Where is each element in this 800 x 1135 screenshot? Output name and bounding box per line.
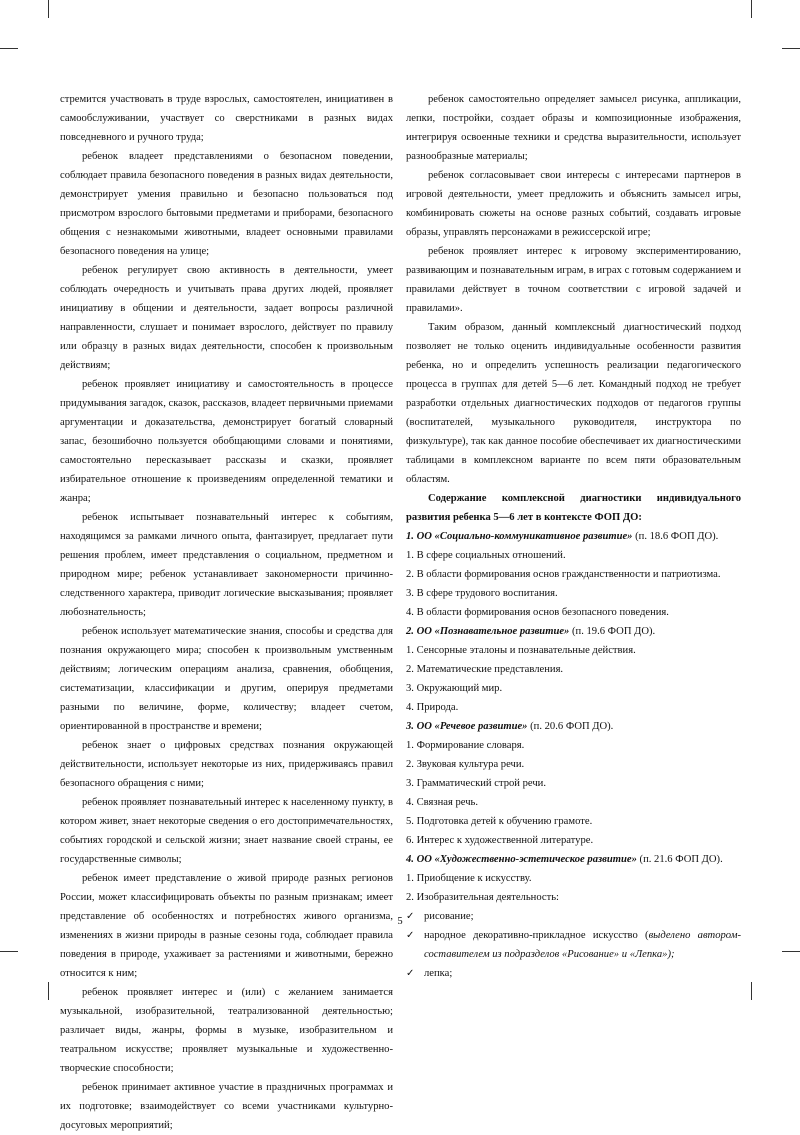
list-item: 4. Природа. [406,702,459,713]
paragraph: ребенок согласовывает свои интересы с интересами партнеров в игровой деятельности, умеет предложить и объяснить замысел игры, комбинировать сюжеты на основе разных событий, создавать игровые образы, управлять персонажами в режиссерской игре; [406,170,741,238]
list-item: 4. Связная речь. [406,797,479,808]
paragraph: ребенок принимает активное участие в праздничных программах и их подготовке; взаимодействует со всеми участниками культурно-досуговых мероприятий; [60,1082,393,1131]
list-item: 2. Звуковая культура речи. [406,759,525,770]
crop-mark [48,982,49,1000]
section-title [406,527,741,546]
list-item: 3. Окружающий мир. [406,683,503,694]
checkmark-icon: ✓ [406,968,415,979]
paragraph: ребенок проявляет инициативу и самостоятельность в процессе придумывания загадок, сказок, рассказов, владеет первичными приемами аргументации и доказательства, демонстрирует богатый словарный запас, безошибочно пользуется обобщающими словами и понятиями, самостоятельно пересказывает рассказы и сказки, проявляет избирательное отношение к произведениям определенной тематики и жанра; [60,379,393,504]
paragraph: ребенок знает о цифровых средствах познания окружающей действительности, использует некоторые из них, придерживаясь правил безопасного обращения с ними; [60,740,393,789]
crop-mark [751,982,752,1000]
section-title-text: 4. ОО «Художественно-эстетическое развитие» [406,854,637,865]
list-item: 1. Формирование словаря. [406,740,525,751]
checklist-text: народное декоративно-прикладное искусство (выделено автором-составителем из подразделов «Рисование» и «Лепка»); [424,930,741,960]
checkmark-icon: ✓ [406,930,415,941]
paragraph: ребенок проявляет интерес и (или) с желанием занимается музыкальной, изобразительной, театрализованной деятельностью; различает виды, жанры, формы в музыке, изобразительном и театральном искусстве; проявляет музыкальные и художественно-творческие способности; [60,987,393,1074]
paragraph: ребенок владеет представлениями о безопасном поведении, соблюдает правила безопасного поведения в разных видах деятельности, демонстрирует умения правильно и безопасно пользоваться под присмотром взрослого бытовыми предметами и приборами, безопасного общения с незнакомыми животными, владеет основными правилами безопасного поведения на улице; [60,151,393,257]
paragraph: стремится участвовать в труде взрослых, самостоятелен, инициативен в самообслуживании, участвует со сверстниками в разных видах повседневного и ручного труда; [60,94,393,143]
crop-mark [782,951,800,952]
list-item: 1. В сфере социальных отношений. [406,550,566,561]
page-number: 5 [397,916,403,927]
section-title-text: 1. ОО «Социально-коммуникативное развитие» [406,531,633,542]
checklist-item [406,964,741,983]
section-title [406,850,741,869]
list-item: 2. Изобразительная деятельность: [406,892,559,903]
section-ref: (п. 21.6 ФОП ДО). [636,854,723,865]
section-ref: (п. 20.6 ФОП ДО). [527,721,614,732]
section-title-text: 2. ОО «Познавательное развитие» [406,626,570,637]
section-title-text: 3. ОО «Речевое развитие» [406,721,528,732]
list-item: 1. Сенсорные эталоны и познавательные действия. [406,645,636,656]
checkmark-icon: ✓ [406,911,415,922]
crop-mark [0,48,18,49]
crop-mark [782,48,800,49]
right-column [406,90,741,983]
list-item: 5. Подготовка детей к обучению грамоте. [406,816,593,827]
paragraph: Таким образом, данный комплексный диагностический подход позволяет не только оценить индивидуальные особенности развития ребенка, но и определить успешность реализации педагогического процесса в группах для детей 5—6 лет. Командный подход не требует разработки отдельных диагностических подходов от педагогов группы (воспитателей, музыкального руководителя, инструктора по физкультуре), так как данное пособие обеспечивает их диагностическими таблицами в комплексном варианте по всем пяти образовательным областям. [406,322,741,485]
left-column [60,90,393,1135]
checklist-text: лепка; [424,968,453,979]
paragraph: ребенок имеет представление о живой природе разных регионов России, может классифицировать объекты по разным признакам; имеет представление об особенностях и потребностях живого организма, изменениях в жизни природы в разные сезоны года, соблюдает правила поведения в природе, ухаживает за растениями и животными, бережно относится к ним; [60,873,393,979]
list-item: 2. Математические представления. [406,664,564,675]
section-ref: (п. 19.6 ФОП ДО). [569,626,656,637]
list-item: 2. В области формирования основ гражданственности и патриотизма. [406,569,721,580]
paragraph: ребенок регулирует свою активность в деятельности, умеет соблюдать очередность и учитывать права других людей, проявляет инициативу в общении и деятельности, задает вопросы различной направленности, слушает и понимает взрослого, действует по правилу или образцу в разных видах деятельности, способен к произвольным действиям; [60,265,393,371]
list-item: 1. Приобщение к искусству. [406,873,532,884]
section-title [406,717,741,736]
checklist-text: рисование; [424,911,474,922]
list-item: 3. В сфере трудового воспитания. [406,588,558,599]
list-item: 6. Интерес к художественной литературе. [406,835,594,846]
crop-mark [0,951,18,952]
section-ref: (п. 18.6 ФОП ДО). [632,531,719,542]
section-heading: Содержание комплексной диагностики индивидуального развития ребенка 5—6 лет в контексте ФОП ДО: [406,493,741,523]
paragraph: ребенок использует математические знания, способы и средства для познания окружающего мира; способен к произвольным умственным действиям; логическим операциям анализа, сравнения, обобщения, систематизации, классификации и другим, оперируя предметами разными по величине, форме, количеству; владеет счетом, ориентированной в пространстве и времени; [60,626,393,732]
checklist-item [406,926,741,964]
paragraph: ребенок испытывает познавательный интерес к событиям, находящимся за рамками личного опыта, фантазирует, предлагает пути решения проблем, имеет представления о социальном, предметном и природном мире; ребенок устанавливает закономерности причинно-следственного характера, приводит логические высказывания; проявляет любознательность; [60,512,393,618]
paragraph: ребенок проявляет познавательный интерес к населенному пункту, в котором живет, знает некоторые сведения о его достопримечательностях, событиях городской и сельской жизни; знает название своей страны, ее государственные символы; [60,797,393,865]
paragraph: ребенок проявляет интерес к игровому экспериментированию, развивающим и познавательным играм, в играх с готовым содержанием и правилами действует в точном соответствии с игровой задачей и правилами». [406,246,741,314]
crop-mark [751,0,752,18]
crop-mark [48,0,49,18]
list-item: 4. В области формирования основ безопасного поведения. [406,607,669,618]
section-title [406,622,741,641]
paragraph: ребенок самостоятельно определяет замысел рисунка, аппликации, лепки, постройки, создает образы и композиционные изображения, интегрируя освоенные техники и средства выразительности, использует разнообразные материалы; [406,94,741,162]
list-item: 3. Грамматический строй речи. [406,778,546,789]
checklist-note: выделено автором-составителем из подразделов «Рисование» и «Лепка»); [424,930,741,960]
